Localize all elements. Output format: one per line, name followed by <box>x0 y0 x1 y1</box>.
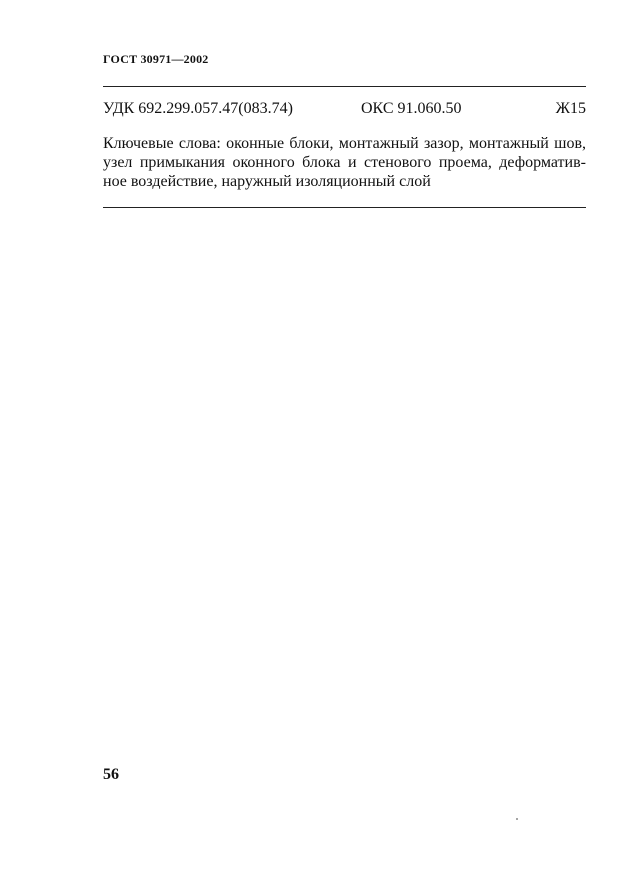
top-divider <box>103 86 586 87</box>
keywords-line: узел примыкания оконного блока и стенового проема, деформатив- <box>103 154 586 171</box>
keywords-line: Ключевые слова: оконные блоки, монтажный зазор, монтажный шов, <box>103 135 586 152</box>
classification-line <box>103 100 586 124</box>
page-number: 56 <box>103 766 119 783</box>
scan-speck <box>516 818 518 820</box>
running-header: ГОСТ 30971—2002 <box>103 52 209 66</box>
keywords-paragraph <box>103 134 586 191</box>
udk-code: УДК 692.299.057.47(083.74) <box>103 100 293 117</box>
bottom-divider <box>103 207 586 208</box>
keywords-line: ное воздействие, наружный изоляционный слой <box>103 173 431 190</box>
category-code: Ж15 <box>555 100 586 117</box>
oks-code: ОКС 91.060.50 <box>361 100 462 117</box>
